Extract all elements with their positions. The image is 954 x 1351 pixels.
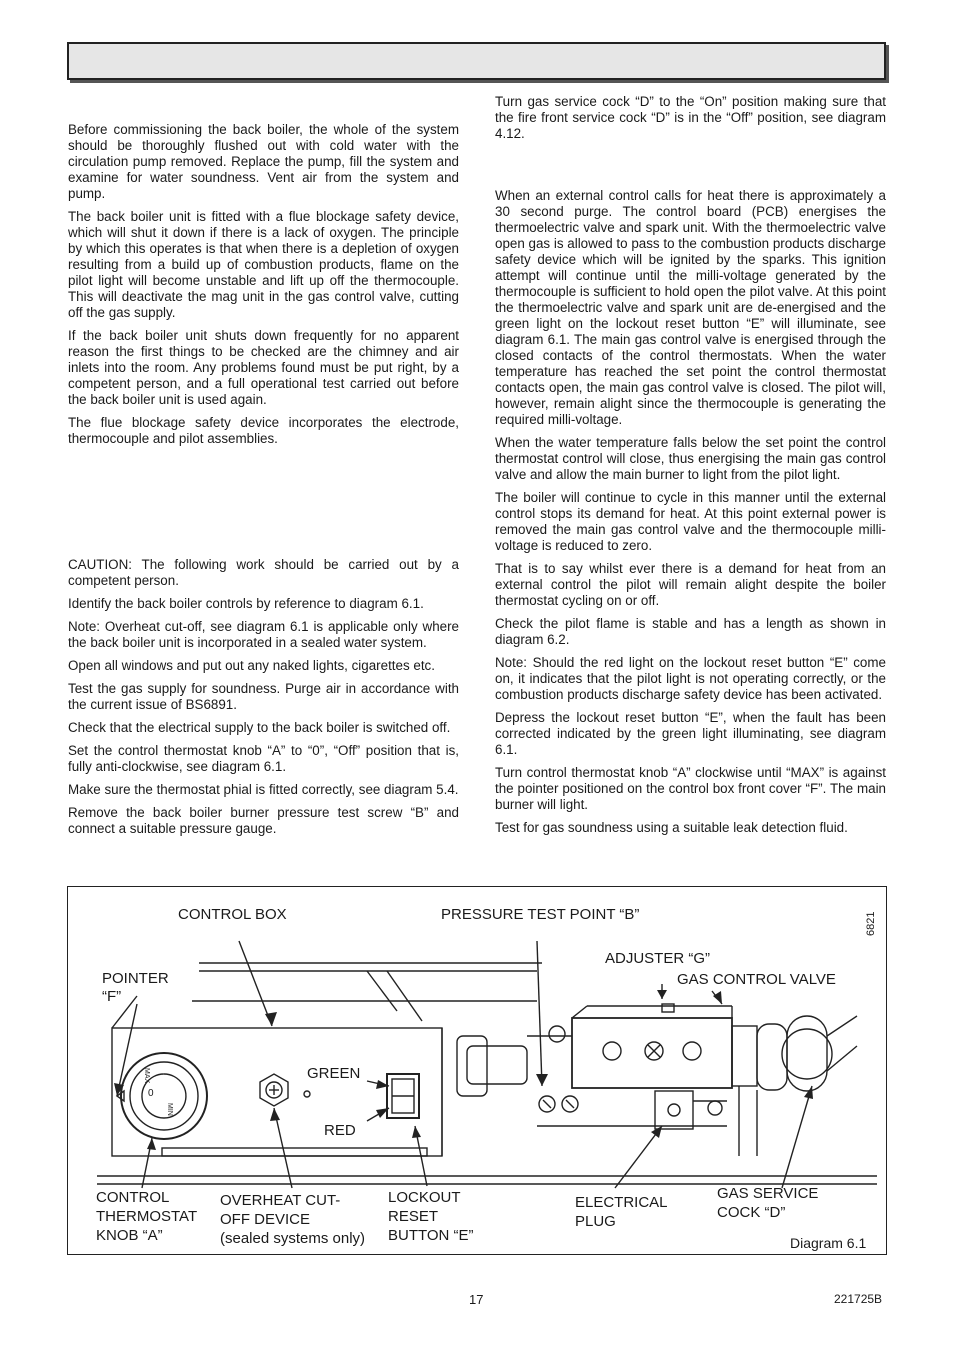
paragraph: When an external control calls for heat there is approximately a 30 second purge. The control board (PCB) energises the thermoelectric valve and spark unit. With the thermoelectric valve open gas is allowed to pass to the combustion products discharge safety device which will be ignited by the sparks. This ignition attempt will continue until the milli-voltage generated by the thermocouple is sufficient to hold open the pilot valve. At this point the thermoelectric valve and spark unit are de-energised and the green light on the lockout reset button “E” will illuminate, see diagram 6.1. The main gas control valve is energised through the closed contacts of the control thermostats. When the water temperature has reached the set point the control thermostat contacts open, the main gas control valve is closed. The pilot will, however, remain alight since the thermocouple is generating the required milli-voltage.	[495, 188, 886, 427]
paragraph: Identify the back boiler controls by reference to diagram 6.1.	[68, 596, 424, 611]
diagram-code: 6821	[865, 911, 877, 936]
knob-min-mark: MIN	[166, 1103, 173, 1116]
diagram-caption: Diagram 6.1	[790, 1235, 867, 1251]
label-line: THERMOSTAT	[96, 1208, 198, 1225]
label-line: ELECTRICAL	[575, 1194, 668, 1211]
label-lockout-reset-button	[388, 1188, 474, 1245]
label-line: (sealed systems only)	[220, 1230, 366, 1247]
label-line: LOCKOUT	[388, 1189, 461, 1206]
label-line: CONTROL	[96, 1189, 170, 1206]
label-line: OVERHEAT CUT-	[220, 1192, 341, 1209]
label-line: KNOB “A”	[96, 1227, 163, 1244]
label-red-light: RED	[324, 1122, 356, 1139]
left-column	[68, 122, 459, 454]
label-overheat-device	[220, 1191, 365, 1248]
paragraph: The boiler will continue to cycle in this manner until the external control stops its demand for heat. At this point external power is removed the main gas control valve and the thermocouple milli-voltage is reduced to zero.	[495, 490, 886, 553]
paragraph: Turn gas service cock “D” to the “On” position making sure that the fire front service cock “D” is in the “Off” position, see diagram 4.12.	[495, 94, 886, 141]
paragraph: Depress the lockout reset button “E”, when the fault has been corrected indicated by the green light illuminating, see diagram 6.1.	[495, 710, 886, 757]
paragraph: Note: Should the red light on the lockout reset button “E” come on, it indicates that the pilot light is not operating correctly, or the combustion products discharge safety device has been activated.	[495, 655, 886, 702]
paragraph: Remove the back boiler burner pressure test screw “B” and connect a suitable pressure gauge.	[68, 805, 459, 836]
label-gas-control-valve: GAS CONTROL VALVE	[677, 971, 836, 988]
knob-max-mark: MAX	[143, 1068, 150, 1084]
label-line: GAS SERVICE	[717, 1185, 819, 1202]
label-control-box: CONTROL BOX	[178, 906, 287, 923]
page-number: 17	[469, 1292, 484, 1307]
document-code: 221725B	[834, 1292, 883, 1306]
paragraph: Turn control thermostat knob “A” clockwise until “MAX” is against the pointer positioned on the control box front cover “F”. The main burner will light.	[495, 765, 886, 812]
label-line: OFF DEVICE	[220, 1211, 311, 1228]
paragraph: If the back boiler unit shuts down frequently for no apparent reason the first things to be checked are the chimney and air inlets into the room. Any problems found must be put right, by a competent person, and a full operational test carried out before the back boiler unit is used again.	[68, 328, 459, 407]
paragraph: Check that the electrical supply to the back boiler is switched off.	[68, 720, 451, 735]
label-line: BUTTON “E”	[388, 1227, 474, 1244]
right-column-lower	[495, 188, 886, 843]
paragraph: That is to say whilst ever there is a demand for heat from an external control the pilot will remain alight despite the boiler thermostat cycling on or off.	[495, 561, 886, 608]
label-line: RESET	[388, 1208, 439, 1225]
paragraph: Make sure the thermostat phial is fitted correctly, see diagram 5.4.	[68, 782, 459, 797]
paragraph: Before commissioning the back boiler, the whole of the system should be thoroughly flushed out with cold water with the circulation pump removed. Replace the pump, fill the system and examine for water soundness. Vent air from the system and pump.	[68, 122, 459, 201]
label-adjuster: ADJUSTER “G”	[605, 950, 710, 967]
paragraph: Test for gas soundness using a suitable leak detection fluid.	[495, 820, 848, 835]
label-pointer-letter: “F”	[102, 988, 122, 1005]
label-gas-service-cock	[717, 1184, 818, 1222]
left-column-lower	[68, 557, 459, 844]
label-green-light: GREEN	[307, 1065, 361, 1082]
paragraph: The back boiler unit is fitted with a flue blockage safety device, which will shut it down if there is a lack of oxygen. The principle by which this operates is that when there is a depletion of oxygen resulting from a build up of combustion products, flame on the pilot light will become unstable and lift up off the thermocouple. This will deactivate the mag unit in the gas control valve, cutting off the gas supply.	[68, 209, 459, 320]
paragraph: Check the pilot flame is stable and has a length as shown in diagram 6.2.	[495, 616, 886, 647]
label-pressure-test-point: PRESSURE TEST POINT “B”	[441, 906, 640, 923]
label-pointer: POINTER	[102, 970, 169, 987]
label-line: COCK “D”	[717, 1204, 786, 1221]
section-header-bar	[67, 42, 886, 80]
paragraph: Test the gas supply for soundness. Purge air in accordance with the current issue of BS6891.	[68, 681, 459, 712]
paragraph: Note: Overheat cut-off, see diagram 6.1 is applicable only where the back boiler unit is incorporated in a sealed water system.	[68, 619, 459, 650]
label-line: PLUG	[575, 1213, 616, 1230]
paragraph: CAUTION: The following work should be carried out by a competent person.	[68, 557, 459, 588]
right-column	[495, 94, 886, 149]
paragraph: The flue blockage safety device incorporates the electrode, thermocouple and pilot assemblies.	[68, 415, 459, 446]
label-electrical-plug	[575, 1193, 668, 1231]
label-control-thermostat	[96, 1188, 197, 1245]
paragraph: Open all windows and put out any naked lights, cigarettes etc.	[68, 658, 435, 673]
paragraph: When the water temperature falls below the set point the control thermostat control will close, thus energising the main gas control valve and allow the main burner to light from the pilot light.	[495, 435, 886, 482]
knob-zero-mark: 0	[148, 1088, 154, 1099]
paragraph: Set the control thermostat knob “A” to “0”, “Off” position that is, fully anti-clockwise, see diagram 6.1.	[68, 743, 459, 774]
